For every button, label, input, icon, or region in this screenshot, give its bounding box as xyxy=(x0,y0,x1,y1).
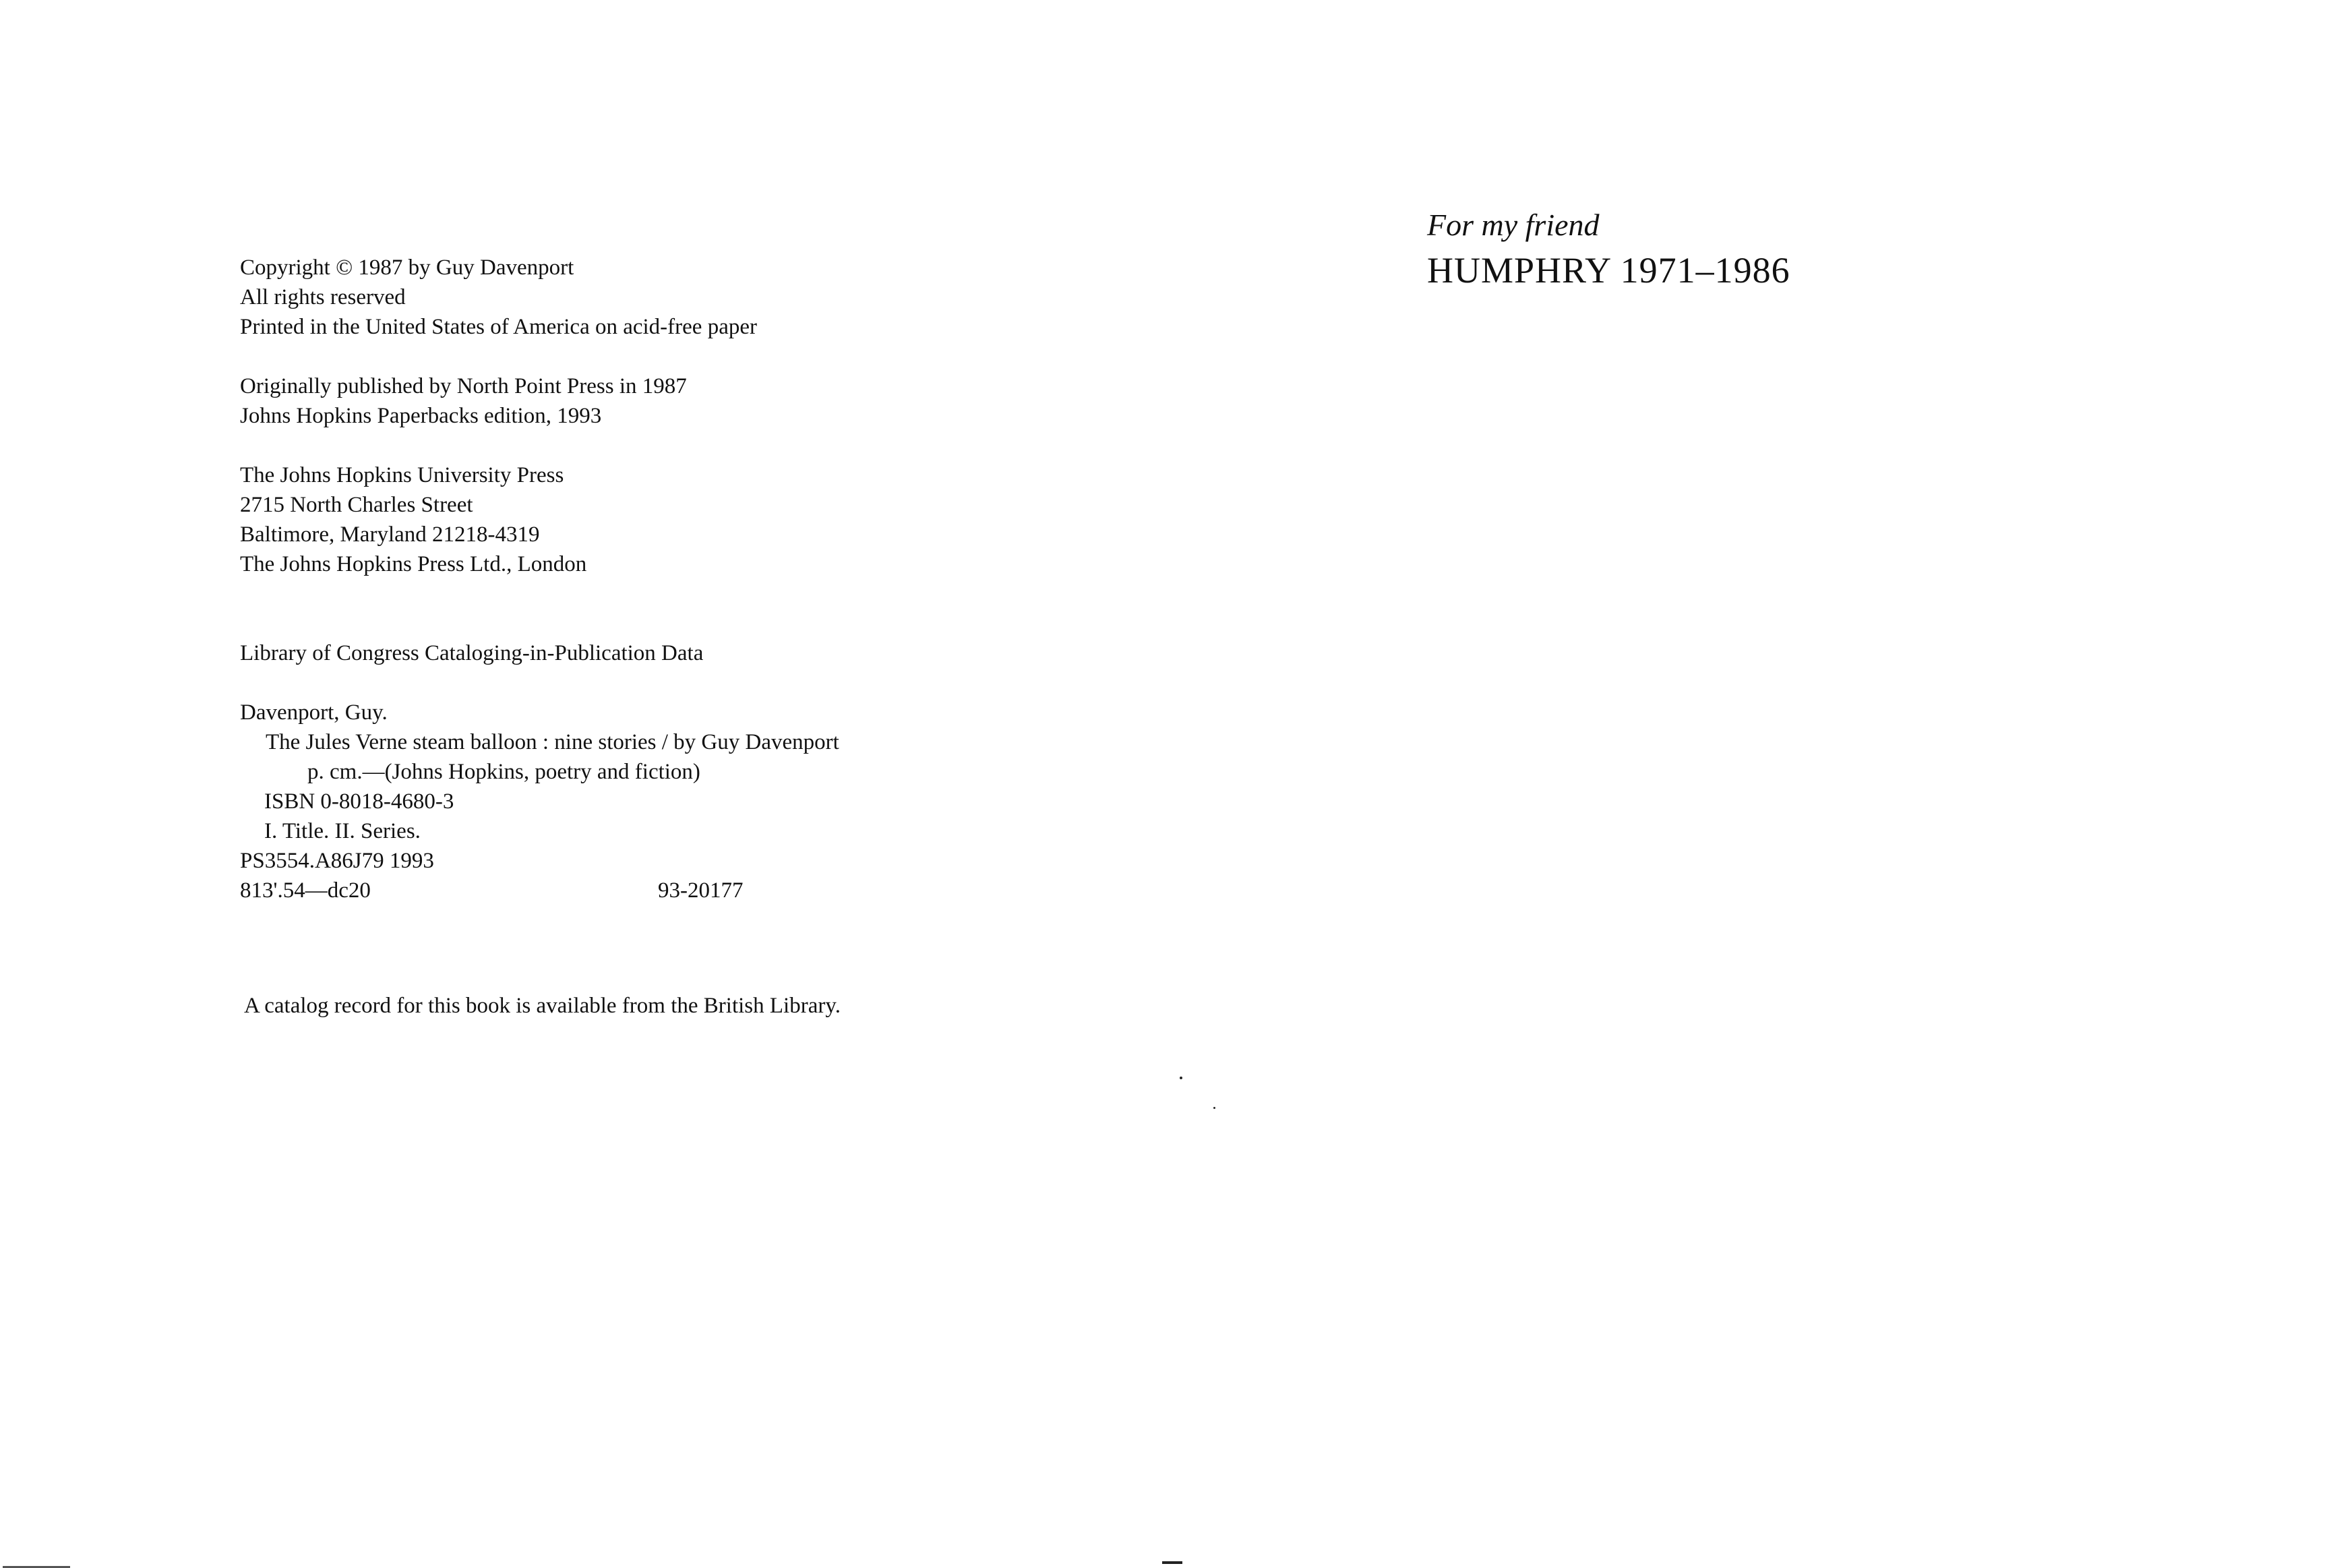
cip-physical-description: p. cm.—(Johns Hopkins, poetry and fiction) xyxy=(307,760,700,784)
rights-line: All rights reserved xyxy=(240,285,406,309)
city-line: Baltimore, Maryland 21218-4319 xyxy=(240,522,540,547)
cip-tracings: I. Title. II. Series. xyxy=(264,819,421,843)
cip-dewey-row xyxy=(240,876,1049,905)
copyright-notice-group xyxy=(240,253,1049,342)
dedication xyxy=(1427,204,1790,295)
paperback-edition-line: Johns Hopkins Paperbacks edition, 1993 xyxy=(240,404,602,428)
gutter-mark xyxy=(1162,1561,1182,1564)
scan-speck xyxy=(1180,1077,1182,1079)
cip-data-group xyxy=(240,638,1049,905)
scan-speck xyxy=(1213,1107,1215,1109)
cip-title: The Jules Verne steam balloon : nine stories / by Guy Davenport xyxy=(266,730,839,754)
london-line: The Johns Hopkins Press Ltd., London xyxy=(240,552,587,576)
copyright-page xyxy=(0,0,1164,1557)
cip-dewey: 813'.54—dc20 xyxy=(240,878,371,903)
cip-lc-classification: PS3554.A86J79 1993 xyxy=(240,849,434,873)
cip-heading: Library of Congress Cataloging-in-Publication Data xyxy=(240,641,704,665)
edition-group xyxy=(240,371,1049,431)
copyright-block xyxy=(240,253,1049,905)
street-line: 2715 North Charles Street xyxy=(240,493,473,517)
publisher-name-line: The Johns Hopkins University Press xyxy=(240,463,564,487)
british-library-note: A catalog record for this book is available from the British Library. xyxy=(244,994,841,1018)
copyright-line: Copyright © 1987 by Guy Davenport xyxy=(240,255,574,280)
dedication-lead: For my friend xyxy=(1427,208,1600,242)
publisher-address-group xyxy=(240,460,1049,579)
cip-lccn: 93-20177 xyxy=(658,878,744,903)
printed-line: Printed in the United States of America on acid-free paper xyxy=(240,315,757,339)
cip-isbn: ISBN 0-8018-4680-3 xyxy=(264,789,454,814)
dedication-name: HUMPHRY 1971–1986 xyxy=(1427,250,1790,291)
cip-author: Davenport, Guy. xyxy=(240,700,388,725)
original-publication-line: Originally published by North Point Press in 1987 xyxy=(240,374,687,398)
